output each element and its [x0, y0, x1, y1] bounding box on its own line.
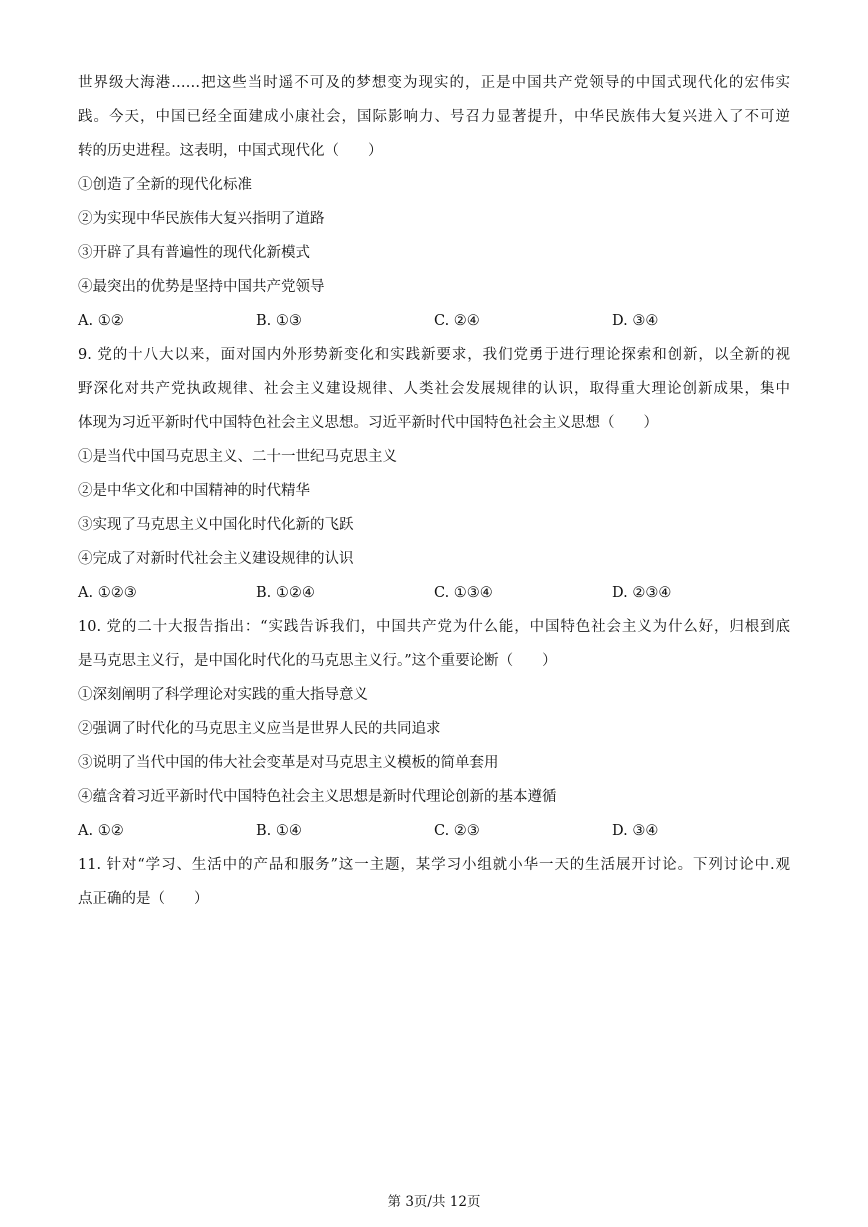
- statement-item: ③实现了马克思主义中国化时代化新的飞跃: [78, 517, 354, 533]
- statement-item: ②为实现中华民族伟大复兴指明了道路: [78, 211, 325, 227]
- option-b: B. ①④: [256, 823, 302, 839]
- question-stem-line: 9. 党的十八大以来，面对国内外形势新变化和实践新要求，我们党勇于进行理论探索和创新，以全新的视: [78, 347, 790, 363]
- statement-item: ②是中华文化和中国精神的时代精华: [78, 483, 310, 499]
- statement-item: ④蕴含着习近平新时代中国特色社会主义思想是新时代理论创新的基本遵循: [78, 789, 557, 805]
- statement-item: ①是当代中国马克思主义、二十一世纪马克思主义: [78, 449, 397, 465]
- statement-item: ④最突出的优势是坚持中国共产党领导: [78, 279, 325, 295]
- question-10: [78, 610, 790, 848]
- question-stem-line: 践。今天，中国已经全面建成小康社会，国际影响力、号召力显著提升，中华民族伟大复兴进入了不可逆: [78, 109, 790, 125]
- option-d: D. ②③④: [612, 585, 672, 601]
- question-stem-line: 转的历史进程。这表明，中国式现代化（ ）: [78, 143, 383, 159]
- answer-options: [78, 814, 790, 848]
- question-stem-line: 体现为习近平新时代中国特色社会主义思想。习近平新时代中国特色社会主义思想（ ）: [78, 415, 658, 431]
- option-c: C. ②③: [434, 823, 480, 839]
- question-8: [78, 66, 790, 338]
- question-stem-line: 11. 针对“学习、生活中的产品和服务”这一主题，某学习小组就小华一天的生活展开讨论。下列讨论中.观: [78, 857, 790, 873]
- option-c: C. ①③④: [434, 585, 493, 601]
- statement-item: ①创造了全新的现代化标准: [78, 177, 252, 193]
- question-9: [78, 338, 790, 610]
- statement-item: ①深刻阐明了科学理论对实践的重大指导意义: [78, 687, 368, 703]
- answer-options: [78, 304, 790, 338]
- exam-page-content: [78, 66, 790, 916]
- question-stem-line: 10. 党的二十大报告指出：“实践告诉我们，中国共产党为什么能，中国特色社会主义为什么好，归根到底: [78, 619, 790, 635]
- question-stem-line: 世界级大海港……把这些当时遥不可及的梦想变为现实的，正是中国共产党领导的中国式现代化的宏伟实: [78, 75, 790, 91]
- option-a: A. ①②: [78, 313, 124, 329]
- statement-item: ③说明了当代中国的伟大社会变革是对马克思主义模板的简单套用: [78, 755, 499, 771]
- statement-item: ③开辟了具有普遍性的现代化新模式: [78, 245, 310, 261]
- option-c: C. ②④: [434, 313, 480, 329]
- option-a: A. ①②③: [78, 585, 137, 601]
- question-11: [78, 848, 790, 916]
- answer-options: [78, 576, 790, 610]
- option-b: B. ①②④: [256, 585, 315, 601]
- question-stem-line: 点正确的是（ ）: [78, 891, 209, 907]
- question-stem-line: 野深化对共产党执政规律、社会主义建设规律、人类社会发展规律的认识，取得重大理论创新成果，集中: [78, 381, 790, 397]
- statement-item: ②强调了时代化的马克思主义应当是世界人民的共同追求: [78, 721, 441, 737]
- page-number: 第 3页/共 12页: [387, 1194, 481, 1210]
- question-stem-line: 是马克思主义行，是中国化时代化的马克思主义行。”这个重要论断（ ）: [78, 653, 557, 669]
- option-d: D. ③④: [612, 823, 659, 839]
- option-a: A. ①②: [78, 823, 124, 839]
- option-d: D. ③④: [612, 313, 659, 329]
- option-b: B. ①③: [256, 313, 302, 329]
- statement-item: ④完成了对新时代社会主义建设规律的认识: [78, 551, 354, 567]
